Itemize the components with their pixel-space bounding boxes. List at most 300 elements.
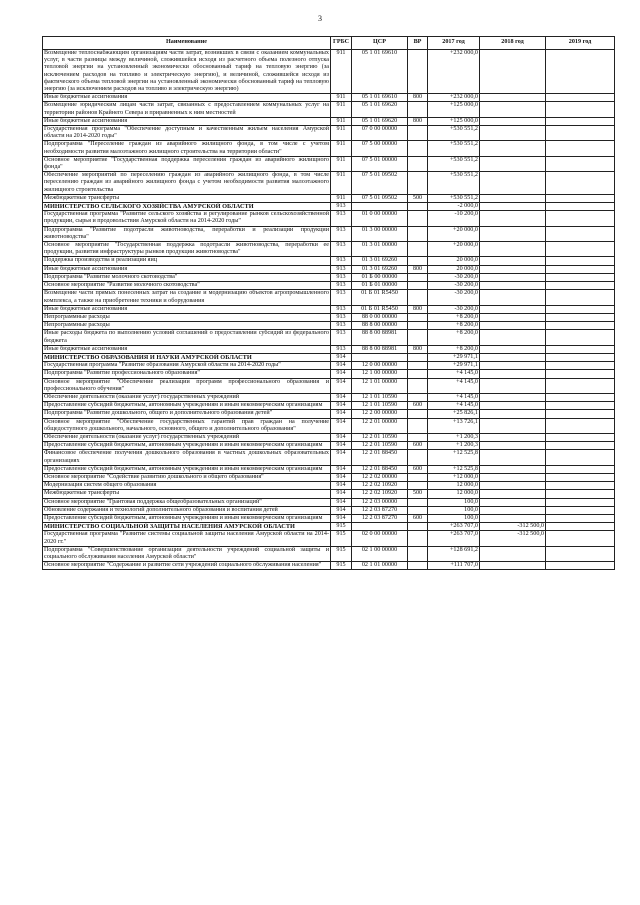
row-grbs: 911 <box>331 50 352 94</box>
row-vr <box>408 102 428 117</box>
row-vr <box>408 353 428 361</box>
row-name: Подпрограмма "Развитие профессионального образования" <box>43 370 331 378</box>
table-row <box>43 514 615 522</box>
row-2019 <box>546 370 615 378</box>
row-csr: 12 1 01 10590 <box>352 393 408 401</box>
row-2017: +4 145,0 <box>428 402 480 410</box>
row-name: МИНИСТЕРСТВО ОБРАЗОВАНИЯ И НАУКИ АМУРСКОЙ ОБЛАСТИ <box>43 353 331 361</box>
row-2017: +13 726,1 <box>428 418 480 433</box>
row-vr <box>408 126 428 141</box>
row-csr: 88 0 00 00000 <box>352 313 408 321</box>
row-vr: 600 <box>408 514 428 522</box>
table-row <box>43 102 615 117</box>
row-2017: +25 826,1 <box>428 410 480 418</box>
row-2018: -312 500,0 <box>480 523 546 531</box>
row-name: Возмещение юридическим лицам части затрат, связанных с предоставлением коммунальных услуг на территории районов Крайнего Севера и приравненных к ним местностей <box>44 102 329 116</box>
row-2018 <box>480 265 546 273</box>
row-2018 <box>480 305 546 313</box>
header-2018: 2018 год <box>480 37 546 50</box>
row-2018 <box>480 172 546 195</box>
row-2019 <box>546 141 615 156</box>
row-2019 <box>546 330 615 345</box>
row-grbs: 913 <box>331 345 352 353</box>
row-grbs: 913 <box>331 226 352 241</box>
row-2018 <box>480 141 546 156</box>
row-csr: 01 3 01 00000 <box>352 242 408 257</box>
row-name: Подпрограмма "Развитие дошкольного, общего и дополнительного образования детей" <box>43 410 331 418</box>
row-csr: 12 2 02 10920 <box>352 482 408 490</box>
row-grbs: 913 <box>331 257 352 265</box>
row-csr: 12 2 01 88450 <box>352 465 408 473</box>
row-name: Предоставление субсидий бюджетным, автономным учреждениям и иным некоммерческим организациям <box>43 514 331 522</box>
table-row <box>43 226 615 241</box>
row-name: Обеспечение мероприятий по переселению граждан из аварийного жилищного фонда, в том числе переселению граждан из аварийного жилищного фонда с учетом необходимости развития малоэтажного жилищного строительства <box>44 172 329 193</box>
row-grbs: 915 <box>331 546 352 561</box>
row-2019 <box>546 102 615 117</box>
table-row <box>43 141 615 156</box>
table-row <box>43 418 615 433</box>
row-name: Непрограммные расходы <box>43 322 331 330</box>
row-2017: +263 707,0 <box>428 523 480 531</box>
row-vr <box>408 290 428 305</box>
row-2017: 100,0 <box>428 506 480 514</box>
row-2019 <box>546 242 615 257</box>
row-name: Государственная программа "Развитие сельского хозяйства и регулирование рынков сельскохозяйственной продукции, сырья и продовольствия Амурской области на 2014-2020 годы" <box>44 211 329 225</box>
row-2018 <box>480 282 546 290</box>
row-grbs: 913 <box>331 290 352 305</box>
row-vr <box>408 370 428 378</box>
row-2018 <box>480 242 546 257</box>
row-2017: -2 000,0 <box>428 203 480 211</box>
table-row <box>43 546 615 561</box>
row-2019 <box>546 506 615 514</box>
row-2019 <box>546 211 615 226</box>
row-csr: 05 1 01 69610 <box>352 94 408 102</box>
row-2019 <box>546 473 615 481</box>
table-row <box>43 282 615 290</box>
row-csr: 12 2 00 00000 <box>352 410 408 418</box>
row-name: Подпрограмма "Переселение граждан из аварийного жилищного фонда, в том числе с учетом необходимости развития малоэтажного жилищного строительства на территории области" <box>44 141 329 155</box>
row-csr: 07 5 01 09502 <box>352 172 408 195</box>
row-vr: 800 <box>408 117 428 125</box>
table-row <box>43 273 615 281</box>
row-name: Основное мероприятие "Содействие развитию дошкольного и общего образования" <box>43 473 331 481</box>
row-2017: +8 200,0 <box>428 313 480 321</box>
row-vr <box>408 172 428 195</box>
row-2018 <box>480 433 546 441</box>
row-vr <box>408 141 428 156</box>
row-csr: 07 5 00 00000 <box>352 141 408 156</box>
row-grbs: 915 <box>331 562 352 570</box>
row-csr: 12 2 02 10920 <box>352 490 408 498</box>
row-2018 <box>480 273 546 281</box>
row-2018 <box>480 194 546 202</box>
row-name: Межбюджетные трансферты <box>43 194 331 202</box>
row-name: Основное мероприятие "Обеспечение государственных гарантий прав граждан на получение общедоступного дошкольного, начального, основного, общего и дополнительного образования" <box>44 418 329 432</box>
row-name: Предоставление субсидий бюджетным, автономным учреждениям и иным некоммерческим организациям <box>43 465 331 473</box>
row-2017: +128 691,2 <box>428 546 480 561</box>
row-vr <box>408 393 428 401</box>
row-2019 <box>546 465 615 473</box>
row-2018 <box>480 257 546 265</box>
row-2017: +232 000,0 <box>428 94 480 102</box>
row-name: Иные бюджетные ассигнования <box>43 345 331 353</box>
row-name: Возмещение теплоснабжающим организациям части затрат, возникших в связи с оказанием коммунальных услуг, в части разницы между величиной, сложившейся исходя из расчетного объема полезного отпуска тепловой энергии на установленный экономически обоснованный тариф на тепловую энергию (за исключением расходов на топливо и электрическую энергию), и величиной, сложившейся исходя из фактического объема тепловой энергии на установленный экономически обоснованный тариф на тепловую энергию (за исключением расходов на топливо и электрическую энергию) <box>44 50 329 93</box>
table-row <box>43 490 615 498</box>
table-row <box>43 362 615 370</box>
row-grbs: 914 <box>331 490 352 498</box>
row-vr <box>408 418 428 433</box>
ministry-row <box>43 203 615 211</box>
table-row <box>43 50 615 94</box>
row-grbs: 914 <box>331 378 352 393</box>
header-2019: 2019 год <box>546 37 615 50</box>
row-2018 <box>480 482 546 490</box>
row-2017: +12 000,0 <box>428 473 480 481</box>
row-2018 <box>480 345 546 353</box>
row-name: Обеспечение деятельности (оказание услуг) государственных учреждений <box>43 393 331 401</box>
row-2018 <box>480 226 546 241</box>
row-vr <box>408 433 428 441</box>
row-grbs: 911 <box>331 194 352 202</box>
row-grbs: 911 <box>331 94 352 102</box>
row-grbs: 913 <box>331 211 352 226</box>
row-2019 <box>546 257 615 265</box>
row-2017: +20 000,0 <box>428 226 480 241</box>
row-grbs: 911 <box>331 126 352 141</box>
row-2019 <box>546 226 615 241</box>
row-name: Модернизация систем общего образования <box>43 482 331 490</box>
row-grbs: 914 <box>331 402 352 410</box>
row-vr: 500 <box>408 490 428 498</box>
page-number: 3 <box>318 14 322 23</box>
row-2019 <box>546 282 615 290</box>
row-csr: 88 8 00 88981 <box>352 330 408 345</box>
row-csr: 07 0 00 00000 <box>352 126 408 141</box>
row-2019 <box>546 450 615 465</box>
row-2018 <box>480 378 546 393</box>
row-csr: 12 2 01 00000 <box>352 418 408 433</box>
row-name: Подпрограмма "Совершенствование организации деятельности учреждений социальной защиты и социального обслуживания населения Амурской области" <box>44 546 329 560</box>
row-name: Иные бюджетные ассигнования <box>43 305 331 313</box>
row-grbs: 914 <box>331 362 352 370</box>
row-vr: 600 <box>408 402 428 410</box>
row-2018 <box>480 393 546 401</box>
row-2017: 20 000,0 <box>428 257 480 265</box>
row-csr: 12 1 00 00000 <box>352 370 408 378</box>
row-csr: 02 0 00 00000 <box>352 531 408 546</box>
row-2018 <box>480 290 546 305</box>
row-csr: 01 3 01 69260 <box>352 265 408 273</box>
row-name: Государственная программа "Обеспечение доступным и качественным жильем населения Амурской области на 2014-2020 годы" <box>44 126 329 140</box>
row-vr <box>408 330 428 345</box>
row-grbs: 914 <box>331 410 352 418</box>
row-name: Основное мероприятие "Содержание и развитие сети учреждений социального обслуживания населения" <box>43 562 331 570</box>
row-csr: 12 2 01 10590 <box>352 442 408 450</box>
row-2017: +12 525,8 <box>428 465 480 473</box>
table-row <box>43 482 615 490</box>
row-vr <box>408 282 428 290</box>
row-grbs: 913 <box>331 305 352 313</box>
row-2018 <box>480 313 546 321</box>
row-vr <box>408 203 428 211</box>
row-grbs: 913 <box>331 265 352 273</box>
row-vr: 800 <box>408 305 428 313</box>
table-row <box>43 242 615 257</box>
row-grbs: 914 <box>331 465 352 473</box>
row-grbs: 913 <box>331 322 352 330</box>
row-vr <box>408 546 428 561</box>
row-2017: 12 000,0 <box>428 490 480 498</box>
row-2019 <box>546 514 615 522</box>
table-row <box>43 393 615 401</box>
row-2018 <box>480 410 546 418</box>
row-2019 <box>546 523 615 531</box>
row-2018 <box>480 498 546 506</box>
row-2019 <box>546 498 615 506</box>
row-2019 <box>546 194 615 202</box>
row-2017: +4 145,0 <box>428 393 480 401</box>
row-2018 <box>480 490 546 498</box>
row-vr <box>408 562 428 570</box>
row-2017: +4 145,0 <box>428 378 480 393</box>
row-name: Поддержка производства и реализации яиц <box>43 257 331 265</box>
row-2018 <box>480 362 546 370</box>
row-2017: +12 525,8 <box>428 450 480 465</box>
row-vr <box>408 211 428 226</box>
row-2018 <box>480 330 546 345</box>
table-row <box>43 498 615 506</box>
row-2017: +8 200,0 <box>428 322 480 330</box>
row-vr <box>408 523 428 531</box>
row-2019 <box>546 290 615 305</box>
row-csr <box>352 523 408 531</box>
row-grbs: 911 <box>331 172 352 195</box>
row-grbs: 915 <box>331 523 352 531</box>
row-2019 <box>546 410 615 418</box>
row-2017: +1 200,3 <box>428 433 480 441</box>
table-row <box>43 322 615 330</box>
row-2018 <box>480 211 546 226</box>
row-csr: 01 3 01 69260 <box>352 257 408 265</box>
row-vr <box>408 378 428 393</box>
row-2017: +111 707,0 <box>428 562 480 570</box>
row-name: Государственная программа "Развитие системы социальной защиты населения Амурской области на 2014-2020 гг." <box>44 531 329 545</box>
budget-table <box>42 36 615 570</box>
row-name: Основное мероприятие "Государственная поддержка подотрасли животноводства, переработки ее продукции, развития инфраструктуры рынков продукции животноводства" <box>44 242 329 256</box>
row-2017: +530 551,2 <box>428 141 480 156</box>
table-row <box>43 410 615 418</box>
row-2017: +8 200,0 <box>428 345 480 353</box>
row-2018 <box>480 203 546 211</box>
row-grbs: 914 <box>331 418 352 433</box>
row-2018 <box>480 126 546 141</box>
table-row <box>43 211 615 226</box>
table-row <box>43 257 615 265</box>
row-csr: 05 1 01 69610 <box>352 50 408 94</box>
row-2018 <box>480 322 546 330</box>
row-2017: -10 200,0 <box>428 211 480 226</box>
row-csr: 12 0 00 00000 <box>352 362 408 370</box>
table-row <box>43 506 615 514</box>
row-csr: 02 1 01 00000 <box>352 562 408 570</box>
table-row <box>43 194 615 202</box>
row-csr: 12 2 03 00000 <box>352 498 408 506</box>
row-grbs: 915 <box>331 531 352 546</box>
row-vr: 600 <box>408 442 428 450</box>
row-2018 <box>480 450 546 465</box>
row-csr: 05 1 01 69620 <box>352 102 408 117</box>
row-csr: 12 2 02 00000 <box>352 473 408 481</box>
table-row <box>43 265 615 273</box>
row-name: Государственная программа "Развитие образования Амурской области на 2014-2020 годы" <box>43 362 331 370</box>
row-grbs: 914 <box>331 370 352 378</box>
row-vr: 800 <box>408 345 428 353</box>
table-row <box>43 117 615 125</box>
row-2018 <box>480 94 546 102</box>
row-2018 <box>480 465 546 473</box>
row-grbs: 913 <box>331 242 352 257</box>
row-2018 <box>480 442 546 450</box>
row-csr: 01 0 00 00000 <box>352 211 408 226</box>
row-2018 <box>480 418 546 433</box>
row-name: Подпрограмма "Развитие подотрасли животноводства, переработки и реализации продукции животноводства" <box>44 226 329 240</box>
row-2018 <box>480 102 546 117</box>
table-row <box>43 345 615 353</box>
row-2018 <box>480 514 546 522</box>
row-2017: +530 551,2 <box>428 194 480 202</box>
row-2017: +20 000,0 <box>428 242 480 257</box>
ministry-row <box>43 523 615 531</box>
row-grbs: 913 <box>331 313 352 321</box>
table-row <box>43 473 615 481</box>
row-2017: -30 200,0 <box>428 305 480 313</box>
row-grbs: 911 <box>331 141 352 156</box>
row-2017: +29 971,1 <box>428 362 480 370</box>
table-row <box>43 378 615 393</box>
row-2019 <box>546 482 615 490</box>
row-name: Подпрограмма "Развитие молочного скотоводства" <box>43 273 331 281</box>
header-2017: 2017 год <box>428 37 480 50</box>
row-vr <box>408 242 428 257</box>
row-name: Обновление содержания и технологий дополнительного образования и воспитания детей <box>43 506 331 514</box>
row-2017: +125 000,0 <box>428 117 480 125</box>
row-2018 <box>480 370 546 378</box>
row-name: Обеспечение деятельности (оказание услуг) государственных учреждений <box>43 433 331 441</box>
row-2017: +263 707,0 <box>428 531 480 546</box>
row-2018 <box>480 156 546 171</box>
row-2017: +232 000,0 <box>428 50 480 94</box>
row-grbs: 914 <box>331 442 352 450</box>
row-grbs: 911 <box>331 117 352 125</box>
table-row <box>43 330 615 345</box>
row-grbs: 911 <box>331 102 352 117</box>
row-vr <box>408 322 428 330</box>
row-vr <box>408 531 428 546</box>
row-grbs: 914 <box>331 473 352 481</box>
row-csr: 88 8 00 00000 <box>352 322 408 330</box>
row-name: Финансовое обеспечение получения дошкольного образования в частных дошкольных образовательных организациях <box>44 450 329 464</box>
row-2018 <box>480 353 546 361</box>
row-2019 <box>546 94 615 102</box>
row-vr: 800 <box>408 94 428 102</box>
header-name: Наименование <box>43 37 331 50</box>
row-grbs: 914 <box>331 450 352 465</box>
row-2017: -30 200,0 <box>428 273 480 281</box>
row-2018 <box>480 506 546 514</box>
row-2019 <box>546 362 615 370</box>
row-2019 <box>546 402 615 410</box>
row-vr <box>408 506 428 514</box>
row-2018 <box>480 50 546 94</box>
table-row <box>43 313 615 321</box>
header-csr: ЦСР <box>352 37 408 50</box>
row-2017: -30 200,0 <box>428 290 480 305</box>
row-2017: 12 000,0 <box>428 482 480 490</box>
row-name: Предоставление субсидий бюджетным, автономным учреждениям и иным некоммерческим организациям <box>43 402 331 410</box>
row-csr: 12 2 03 87270 <box>352 506 408 514</box>
row-2018 <box>480 562 546 570</box>
row-csr: 12 1 01 10590 <box>352 402 408 410</box>
row-vr: 500 <box>408 194 428 202</box>
table-row <box>43 442 615 450</box>
row-2019 <box>546 353 615 361</box>
row-name: Возмещение части прямых понесенных затрат на создание и модернизацию объектов агропромышленного комплекса, а также на приобретение техники и оборудования <box>44 290 329 304</box>
row-csr: 12 2 03 87270 <box>352 514 408 522</box>
table-row <box>43 562 615 570</box>
row-vr <box>408 226 428 241</box>
row-vr <box>408 273 428 281</box>
row-2019 <box>546 265 615 273</box>
row-name: Основное мероприятие "Развитие молочного скотоводства" <box>43 282 331 290</box>
row-csr: 05 1 01 69620 <box>352 117 408 125</box>
table-row <box>43 531 615 546</box>
row-vr: 800 <box>408 265 428 273</box>
row-csr: 07 5 01 00000 <box>352 156 408 171</box>
row-name: Иные бюджетные ассигнования <box>43 265 331 273</box>
row-2019 <box>546 442 615 450</box>
row-vr <box>408 482 428 490</box>
row-csr: 01 3 00 00000 <box>352 226 408 241</box>
table-row <box>43 156 615 171</box>
row-vr <box>408 50 428 94</box>
row-csr: 01 Б 01 00000 <box>352 282 408 290</box>
row-2017: +8 200,0 <box>428 330 480 345</box>
header-vr: ВР <box>408 37 428 50</box>
row-grbs: 911 <box>331 156 352 171</box>
row-2017: -30 200,0 <box>428 282 480 290</box>
row-vr <box>408 156 428 171</box>
row-2019 <box>546 490 615 498</box>
row-vr <box>408 362 428 370</box>
table-header-row <box>43 37 615 50</box>
row-csr <box>352 203 408 211</box>
row-2017: +530 551,2 <box>428 156 480 171</box>
table-row <box>43 402 615 410</box>
row-csr: 88 8 00 88981 <box>352 345 408 353</box>
row-2019 <box>546 117 615 125</box>
row-2019 <box>546 50 615 94</box>
row-grbs: 913 <box>331 273 352 281</box>
row-grbs: 914 <box>331 514 352 522</box>
table-row <box>43 126 615 141</box>
row-2019 <box>546 531 615 546</box>
row-2017: +4 145,0 <box>428 370 480 378</box>
row-grbs: 914 <box>331 498 352 506</box>
row-2019 <box>546 345 615 353</box>
row-name: Иные бюджетные ассигнования <box>43 117 331 125</box>
table-row <box>43 433 615 441</box>
